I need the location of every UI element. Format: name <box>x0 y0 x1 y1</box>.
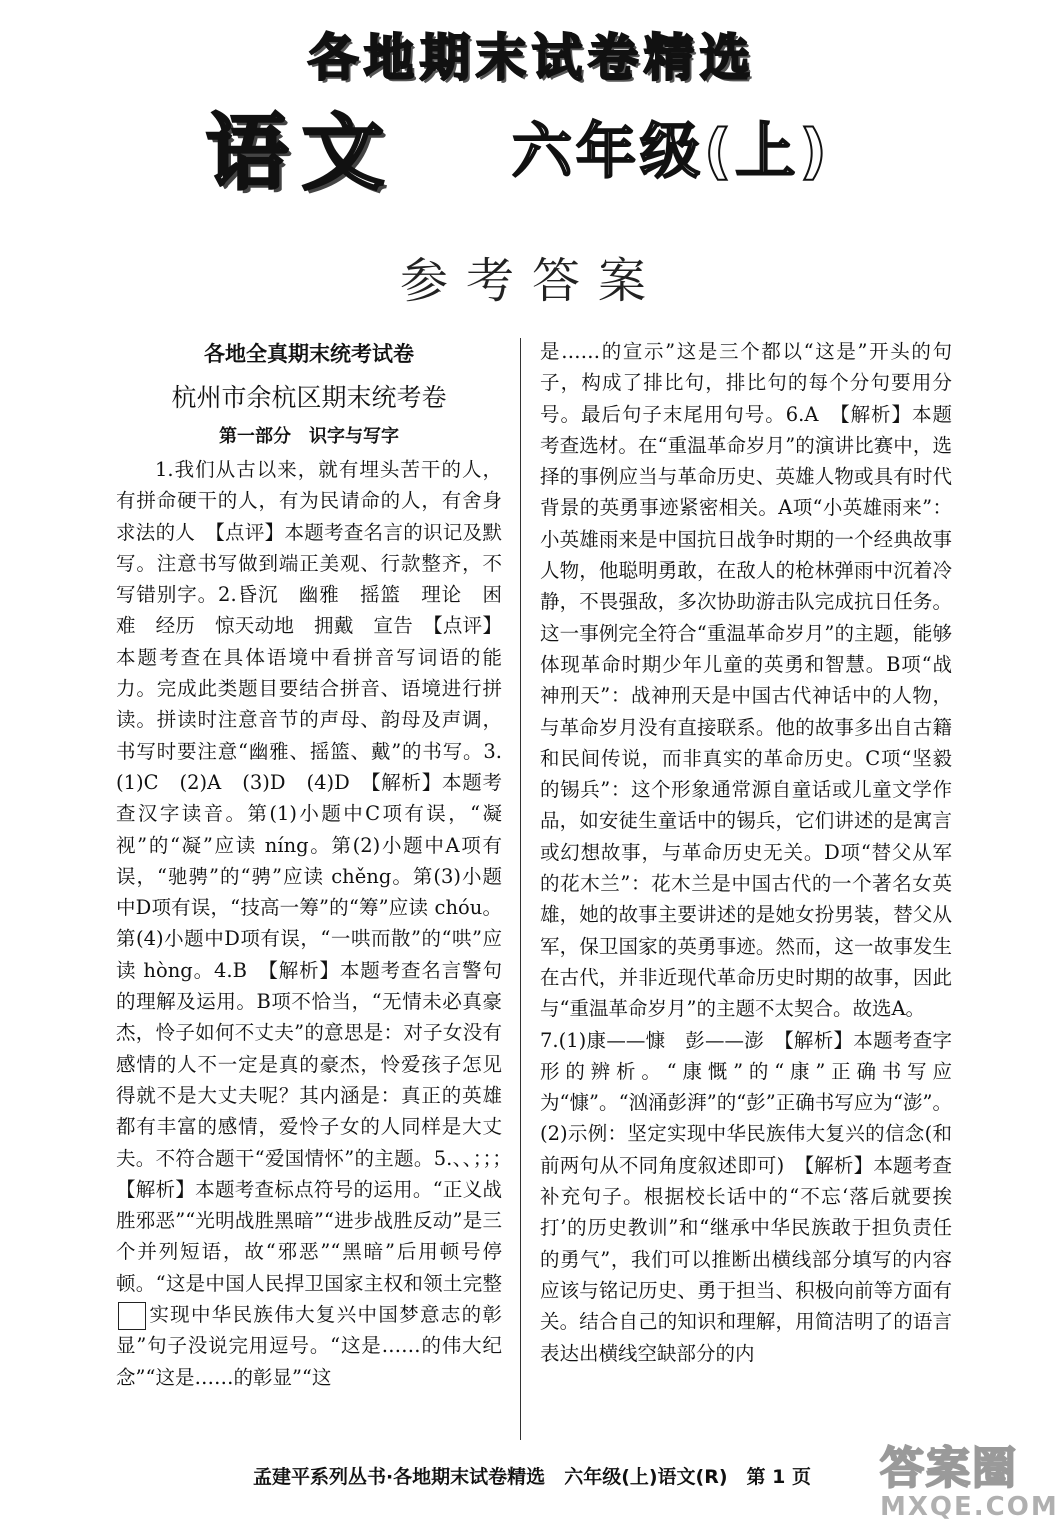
answer-text: 1.我们从古以来，就有埋头苦干的人，有拼命硬干的人，有为民请命的人，有舍身求法的人 【点评】本题考查名言的识记及默写。注意书写做到端正美观、行款整齐，不写错别字。2.昏沉 幽雅 摇篮 理论 困难 经历 惊天动地 拥戴 宣告 【点评】本题考查在具体语境中看拼音写词语的能力。完成此类题目要结合拼音、语境进行拼读。拼读时注意音节的声母、韵母及声调，书写时要注意“幽雅、摇篮、戴”的书写。3.(1)C (2)A (3)D (4)D 【解析】本题考查汉字读音。第(1)小题中C项有误，“凝视”的“凝”应读 níng。第(2)小题中A项有误，“驰骋”的“骋”应读 chěng。第(3)小题中D项有误，“技高一筹”的“筹”应读 chóu。第(4)小题中D项有误，“一哄而散”的“哄”应读 hòng。4.B 【解析】本题考查名言警句的理解及运用。B项不恰当，“无情未必真豪杰，怜子如何不丈夫”的意思是：对子女没有感情的人不一定是真的豪杰，怜爱孩子怎见得就不是大丈夫呢？其内涵是：真正的英雄都有丰富的感情，爱怜子女的人同样是大丈夫。不符合题干“爱国情怀”的主题。5.、、；；； 【解析】本题考查标点符号的运用。“正义战胜邪恶”“光明战胜黑暗”“进步战胜反动”是三个并列短语，故“邪恶”“黑暗”后用顿号停顿。“这是中国人民捍卫国家主权和领土完整 <box>116 458 522 1295</box>
watermark-text: 答案圈 <box>880 1443 1018 1494</box>
blank-box <box>118 1302 146 1330</box>
exam-title: 杭州市余杭区期末统考卷 <box>171 383 447 412</box>
section-title: 各地全真期末统考试卷 <box>204 342 414 366</box>
watermark-logo <box>880 1432 1059 1528</box>
column-divider <box>520 338 521 1440</box>
watermark-url: MXQE.COM <box>880 1492 1059 1522</box>
part-title: 第一部分 识字与写字 <box>219 426 399 447</box>
subject-title: 语文 <box>206 106 399 201</box>
grade-title: 六年级(上) <box>512 117 831 187</box>
left-column <box>116 336 522 1393</box>
answer-paragraph: 是……的宣示”这是三个都以“这是”开头的句子，构成了排比句，排比句的每个分句要用分号。最后句子末尾用句号。6.A 【解析】本题考查选材。在“重温革命岁月”的演讲比赛中，选择的事例应当与革命历史、英雄人物或具有时代背景的英勇事迹紧密相关。A项“小英雄雨来”：小英雄雨来是中国抗日战争时期的一个经典故事人物，他聪明勇敢，在敌人的枪林弹雨中沉着冷静，不畏强敌，多次协助游击队完成抗日任务。这一事例完全符合“重温革命岁月”的主题，能够体现革命时期少年儿童的英勇和智慧。B项“战神刑天”：战神刑天是中国古代神话中的人物，与革命岁月没有直接联系。他的故事多出自古籍和民间传说，而非真实的革命历史。C项“坚毅的锡兵”：这个形象通常源自童话或儿童文学作品，如安徒生童话中的锡兵，它们讲述的是寓言或幻想故事，与革命历史无关。D项“替父从军的花木兰”：花木兰是中国古代的一个著名女英雄，她的故事主要讲述的是她女扮男装，替父从军，保卫国家的英勇事迹。然而，这一故事发生在古代，并非近现代革命历史时期的故事，因此与“重温革命岁月”的主题不太契合。故选A。 <box>540 340 952 1021</box>
answer-paragraph <box>116 454 522 1393</box>
answers-title: 参考答案 <box>399 253 664 309</box>
page-footer: 孟建平系列丛书·各地期末试卷精选 六年级(上)语文(R) 第 1 页 <box>252 1466 812 1488</box>
answer-paragraph: 7.(1)康——慷 彭——澎 【解析】本题考查字形的辨析。“康慨”的“康”正确书写应为“慷”。“汹涌彭湃”的“彭”正确书写应为“澎”。(2)示例：坚定实现中华民族伟大复兴的信念(和前两句从不同角度叙述即可) 【解析】本题考查补充句子。根据校长话中的“不忘‘落后就要挨打’的历史教训”和“继承中华民族敢于担负责任的勇气”，我们可以推断出横线部分填写的内容应该与铭记历史、勇于担当、积极向前等方面有关。结合自己的知识和理解，用简洁明了的语言表达出横线空缺部分的内 <box>540 1028 952 1365</box>
series-title: 各地期末试卷精选 <box>308 29 756 87</box>
right-column <box>540 336 952 1369</box>
answer-text: 实现中华民族伟大复兴中国梦意志的彰显”句子没说完用逗号。“这是……的伟大纪念”“这是……的彰显”“这 <box>116 1303 502 1389</box>
